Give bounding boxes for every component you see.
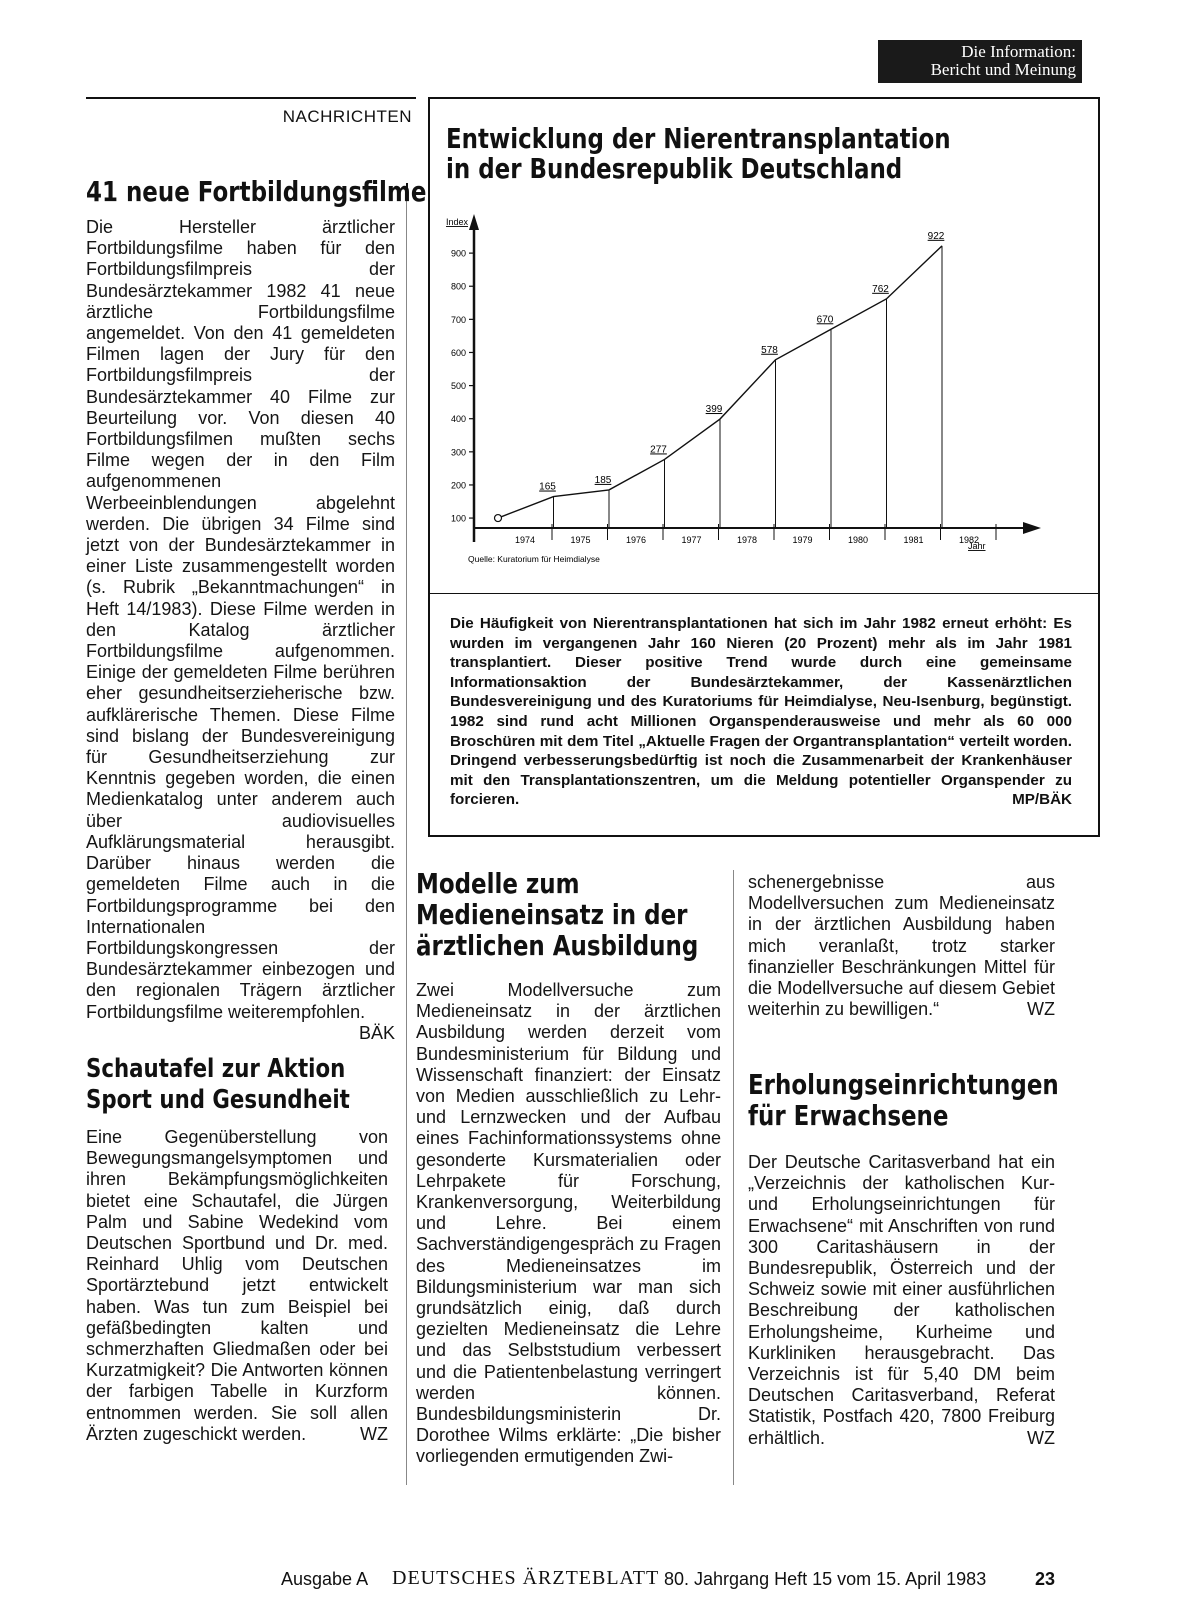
- article1-title: 41 neue Fortbildungsfilme: [86, 175, 427, 208]
- chart-box-bottom-edge: [428, 835, 1100, 837]
- chart-x-label: Jahr: [968, 541, 986, 551]
- data-label: 578: [761, 344, 778, 356]
- footer-edition: Ausgabe A: [281, 1569, 369, 1589]
- chart-marks: [495, 231, 945, 528]
- chart-box-separator: [430, 593, 1100, 594]
- x-tick-label: 1975: [570, 535, 591, 545]
- badge-line-2: Bericht und Meinung: [930, 60, 1076, 79]
- y-tick-label: 400: [450, 414, 466, 425]
- article2-title-line-2: Sport und Gesundheit: [86, 1085, 350, 1115]
- x-tick-label: 1976: [625, 535, 647, 545]
- article4-title-line-2: für Erwachsene: [748, 1099, 949, 1132]
- article4-body-block: [748, 1152, 1055, 1449]
- footer-issue: 80. Jahrgang Heft 15 vom 15. April 1983: [664, 1569, 987, 1589]
- transplant-chart: [440, 200, 1100, 580]
- top-rule: [86, 97, 416, 99]
- x-axis-arrow: [1023, 522, 1041, 534]
- y-tick-label: 200: [450, 480, 466, 491]
- section-badge: [878, 40, 1082, 83]
- column-rule-right: [733, 870, 734, 1485]
- article3-body-block: [416, 980, 721, 1468]
- article4-signature: WZ: [1027, 1427, 1055, 1448]
- page-footer: [0, 1569, 1178, 1599]
- article1-body-block: [86, 217, 395, 1044]
- x-tick-label: 1982: [958, 535, 980, 545]
- article4-body: Der Deutsche Caritasverband hat ein „Verzeichnis der katholischen Kur- und Erholungseinrichtungen für Erwachsene“ mit Anschriften von rund 300 Caritashäusern in der Bundesrepublik, Österreich und der Schweiz sowie mit einer ausführlichen Beschreibung der katholischen Erholungsheime, Kurheime und Kurkliniken herausgebracht. Das Verzeichnis ist für 5,40 DM beim Deutschen Caritasverband, Referat Statistik, Postfach 420, 7800 Freiburg erhältlich.: [748, 1152, 1055, 1448]
- x-tick-label: 1980: [847, 535, 869, 545]
- article4-title-line-1: Erholungseinrichtungen: [748, 1068, 1059, 1101]
- chart-title-line-2: in der Bundesrepublik Deutschland: [446, 152, 903, 185]
- data-label: 399: [705, 404, 723, 416]
- y-tick-label: 500: [450, 381, 466, 392]
- y-tick-label: 300: [450, 447, 466, 458]
- chart-source: Quelle: Kuratorium für Heimdialyse: [468, 554, 600, 564]
- y-tick-label: 700: [450, 314, 466, 325]
- y-tick-label: 900: [450, 248, 466, 259]
- article4-title-block: [748, 1069, 1127, 1131]
- x-tick-label: 1979: [792, 535, 813, 545]
- chart-title-block: [446, 124, 1086, 184]
- data-label: 277: [650, 444, 667, 456]
- section-label: NACHRICHTEN: [282, 107, 412, 126]
- chart-caption-signature: MP/BÄK: [1012, 791, 1072, 809]
- article1-body: Die Hersteller ärztlicher Fortbildungsfilme haben für den Fortbildungsfilmpreis der Bundesärztekammer 1982 41 neue ärztliche Fortbildungsfilme angemeldet. Von den 41 gemeldeten Filmen lagen der Jury für den Fortbildungsfilmpreis der Bundesärztekammer 40 Filme zur Beurteilung vor. Von diesen 40 Fortbildungsfilmen mußten sechs Filme wegen der in den Film aufgenommenen Werbeeinblendungen abgelehnt werden. Die übrigen 34 Filme sind jetzt von der Bundesärztekammer in einer Liste zusammengestellt worden (s. Rubrik „Bekanntmachungen“ in Heft 14/1983). Diese Filme werden in den Katalog ärztlicher Fortbildungsfilme aufgenommen. Einige der gemeldeten Filme berühren eher gesundheitserzieherische bzw. aufklärerische Themen. Diese Filme sind bislang der Bundesvereinigung für Gesundheitserziehung zur Kenntnis gegeben worden, die einen Medienkatalog unter anderem auch über audiovisuelles Aufklärungsmaterial herausgibt. Darüber hinaus werden die gemeldeten Filme auch in die Fortbildungsprogramme bei den Internationalen Fortbildungskongressen der Bundesärztekammer einbezogen und den regionalen Trägern ärztlicher Fortbildungsfilme weiterempfohlen.: [86, 217, 395, 1022]
- article2-body: Eine Gegenüberstellung von Bewegungsmangelsymptomen und ihren Bekämpfungsmöglichkeiten bietet eine Schautafel, die Jürgen Palm und Sabine Wedekind vom Deutschen Sportbund und Dr. med. Reinhard Uhlig vom Deutschen Sportärztebund jetzt entwickelt haben. Was tun zum Beispiel bei gefäßbedingten kalten und schmerzhaften Gliedmaßen oder bei Kurzatmigkeit? Die Antworten können der farbigen Tabelle in Kurzform entnommen werden. Sie soll allen Ärzten zugeschickt werden.: [86, 1127, 388, 1444]
- chart-caption-block: [450, 614, 1072, 810]
- article2-body-block: [86, 1127, 388, 1445]
- chart-caption: Die Häufigkeit von Nierentransplantationen hat sich im Jahr 1982 erneut erhöht: Es wurden im vergangenen Jahr 160 Nieren (20 Prozent) mehr als im Jahr 1981 transplantiert. Dieser positive Trend wurde durch eine gemeinsame Informationsaktion der Bundesärztekammer, der Kassenärztlichen Bundesvereinigung und des Kuratoriums für Heimdialyse, Neu-Isenburg, begünstigt. 1982 sind rund acht Millionen Organspenderausweise und mehr als 60 000 Broschüren mit dem Titel „Aktuelle Fragen der Organtransplantation“ verteilt worden. Dringend verbesserungsbedürftig ist noch die Zusammenarbeit der Krankenhäuser mit den Transplantationszentren, um die Meldung potentieller Organspender zu forcieren.: [450, 615, 1072, 809]
- article2-title-line-1: Schautafel zur Aktion: [86, 1054, 346, 1084]
- article3-title-line-2: Medieneinsatz in der: [416, 898, 688, 931]
- data-label: 165: [539, 481, 556, 493]
- data-label: 670: [816, 314, 834, 326]
- chart-title-line-1: Entwicklung der Nierentransplantation: [446, 122, 951, 155]
- chart-y-label: Index: [446, 217, 469, 227]
- x-tick-label: 1974: [514, 535, 536, 545]
- data-label: 762: [872, 283, 889, 295]
- footer-journal: DEUTSCHES ÄRZTEBLATT: [392, 1567, 660, 1589]
- chart-axes: [451, 214, 1041, 545]
- start-point: [495, 515, 502, 522]
- article2-title-block: [86, 1054, 408, 1116]
- article2-signature: WZ: [360, 1423, 388, 1444]
- data-label: 185: [594, 474, 612, 486]
- article3-continuation: schenergebnisse aus Modellversuchen zum Medieneinsatz in der ärztlichen Ausbildung haben mich veranlaßt, trotz starker finanzieller Beschränkungen Mittel für die Modellversuche auf diesem Gebiet weiterhin zu bewilligen.“: [748, 872, 1055, 1020]
- chart-box-left-edge: [428, 97, 430, 837]
- y-tick-label: 800: [450, 281, 466, 292]
- article3-title-block: [416, 868, 760, 961]
- footer-page-number: 23: [1035, 1569, 1056, 1589]
- article3-title-line-1: Modelle zum: [416, 867, 580, 900]
- x-tick-label: 1977: [681, 535, 702, 545]
- article3-continuation-block: [748, 872, 1055, 1020]
- x-tick-label: 1978: [736, 535, 758, 545]
- article1-signature: BÄK: [358, 1022, 395, 1043]
- y-tick-label: 600: [450, 347, 466, 358]
- y-axis-arrow: [469, 214, 479, 230]
- article3-body: Zwei Modellversuche zum Medieneinsatz in der ärztlichen Ausbildung werden derzeit vom Bundesministerium für Bildung und Wissenschaft finanziert: der Einsatz von Medien ausschließlich zu Lehr- und Lernzwecken und der Aufbau eines Fachinformationssystems ohne gesonderte Kursmaterialien oder Lehrpakete für Forschung, Krankenversorgung, Weiterbildung und Lehre. Bei einem Sachverständigengespräch zu Fragen des Medieneinsatzes im Bildungsministerium war man sich grundsätzlich einig, daß durch gezielten Medieneinsatz die Lehre und das Selbststudium verbessert und die Patientenbelastung verringert werden können. Bundesbildungsministerin Dr. Dorothee Wilms erklärte: „Die bisher vorliegenden ermutigenden Zwi-: [416, 980, 721, 1467]
- badge-line-1: Die Information:: [961, 42, 1076, 61]
- x-tick-label: 1981: [903, 535, 924, 545]
- data-label: 922: [927, 230, 945, 242]
- column-rule: [406, 200, 407, 1485]
- article3-title-line-3: ärztlichen Ausbildung: [416, 929, 699, 962]
- article3-signature: WZ: [1027, 999, 1055, 1020]
- y-tick-label: 100: [450, 513, 466, 524]
